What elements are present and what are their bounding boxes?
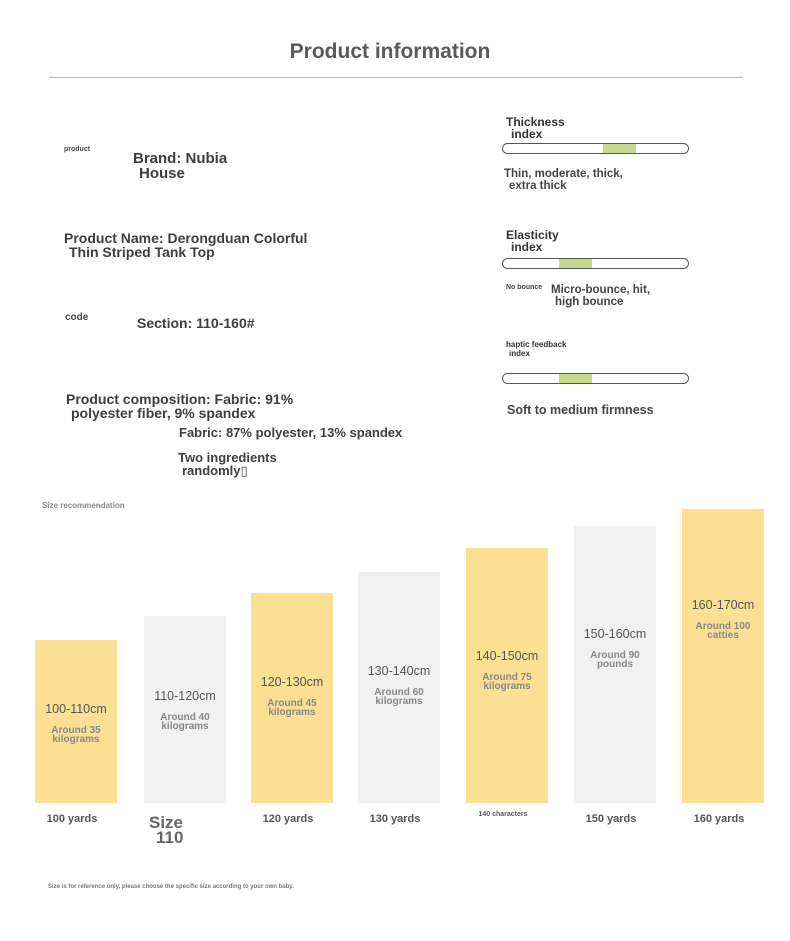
- haptic-index-bar: [502, 373, 689, 384]
- size-weight-line-1: Around 60: [374, 687, 424, 698]
- size-weight-line-1: Around 100: [695, 621, 751, 632]
- size-weight: [574, 651, 656, 669]
- size-weight-line-1: Around 45: [267, 698, 317, 709]
- thickness-index-title: Thickness index: [506, 115, 565, 141]
- two-ingredients-line-2: randomly▯: [182, 463, 248, 478]
- elasticity-index-desc: Micro-bounce, hit, high bounce: [551, 284, 651, 308]
- size-weight: [35, 726, 117, 744]
- size-height-range: 120-130cm: [260, 675, 324, 689]
- elasticity-index-fill: [559, 259, 592, 268]
- section-text: Section: 110-160#: [137, 315, 255, 331]
- two-ingredients-line-1: Two ingredients: [178, 450, 277, 465]
- elasticity-index-title: Elasticity index: [506, 228, 559, 254]
- size-note: Size is for reference only, please choose the specific size according to your own baby.: [48, 884, 294, 890]
- product-name-line-2: Thin Striped Tank Top: [69, 244, 215, 260]
- size-yard-line-1: Size: [149, 813, 184, 832]
- size-yard-label: 140 characters: [478, 811, 528, 818]
- brand-text: [133, 151, 293, 181]
- size-weight-line-2: kilograms: [483, 681, 531, 692]
- size-weight: [466, 673, 548, 691]
- thickness-index-bar: [502, 143, 689, 154]
- code-label: code: [65, 312, 89, 323]
- size-weight-line-2: kilograms: [375, 696, 423, 707]
- size-weight: [358, 688, 440, 706]
- header-divider: [49, 77, 743, 78]
- composition-line-1: Product composition: Fabric: 91%: [66, 391, 294, 407]
- size-height-range: 150-160cm: [583, 627, 647, 641]
- size-column-1: [144, 616, 226, 803]
- size-weight-line-2: kilograms: [268, 707, 316, 718]
- size-weight-line-2: catties: [707, 630, 739, 641]
- thickness-index-fill: [603, 144, 636, 153]
- size-height-range: 110-120cm: [154, 689, 216, 703]
- size-yard-label: 100 yards: [46, 813, 98, 825]
- size-height-range: 160-170cm: [691, 598, 755, 612]
- product-name: [64, 231, 404, 259]
- size-weight: [144, 713, 226, 731]
- size-recommendation-label: Size recommendation: [42, 501, 125, 510]
- two-ingredients-text: [178, 451, 338, 477]
- size-height-range: 100-110cm: [45, 702, 107, 716]
- brand-line-1: Brand: Nubia: [133, 150, 228, 167]
- size-yard-label: [149, 815, 183, 846]
- composition-line-2: polyester fiber, 9% spandex: [71, 405, 256, 421]
- product-label: product: [64, 146, 91, 153]
- haptic-index-desc: Soft to medium firmness: [507, 403, 654, 417]
- size-height-range: 140-150cm: [475, 649, 539, 663]
- size-weight: [682, 622, 764, 640]
- size-weight-line-2: pounds: [596, 659, 634, 670]
- size-column-6: [682, 509, 764, 803]
- product-name-line-1: Product Name: Derongduan Colorful: [64, 230, 308, 246]
- haptic-index-title: haptic feedback index: [506, 340, 567, 358]
- size-weight: [251, 699, 333, 717]
- size-weight-line-2: kilograms: [161, 721, 209, 732]
- page-title: Product information: [289, 40, 491, 63]
- fabric-alt-text: Fabric: 87% polyester, 13% spandex: [179, 425, 403, 440]
- size-weight-line-1: Around 40: [160, 712, 210, 723]
- size-weight-line-1: Around 90: [590, 650, 640, 661]
- size-column-0: [35, 640, 117, 803]
- brand-line-2: House: [139, 165, 185, 182]
- size-yard-label: 150 yards: [585, 813, 637, 825]
- composition-text: [66, 392, 386, 420]
- size-yard-label: 160 yards: [693, 813, 745, 825]
- thickness-index-desc: Thin, moderate, thick, extra thick: [504, 168, 623, 192]
- size-weight-line-1: Around 75: [482, 672, 532, 683]
- size-yard-line-2: 110: [156, 828, 184, 848]
- elasticity-index-bar: [502, 258, 689, 269]
- haptic-index-fill: [559, 374, 592, 383]
- size-weight-line-1: Around 35: [51, 725, 101, 736]
- size-yard-label: 130 yards: [369, 813, 421, 825]
- size-weight-line-2: kilograms: [52, 734, 100, 745]
- size-height-range: 130-140cm: [367, 664, 431, 678]
- no-bounce-label: No bounce: [506, 284, 543, 291]
- size-yard-label: 120 yards: [262, 813, 314, 825]
